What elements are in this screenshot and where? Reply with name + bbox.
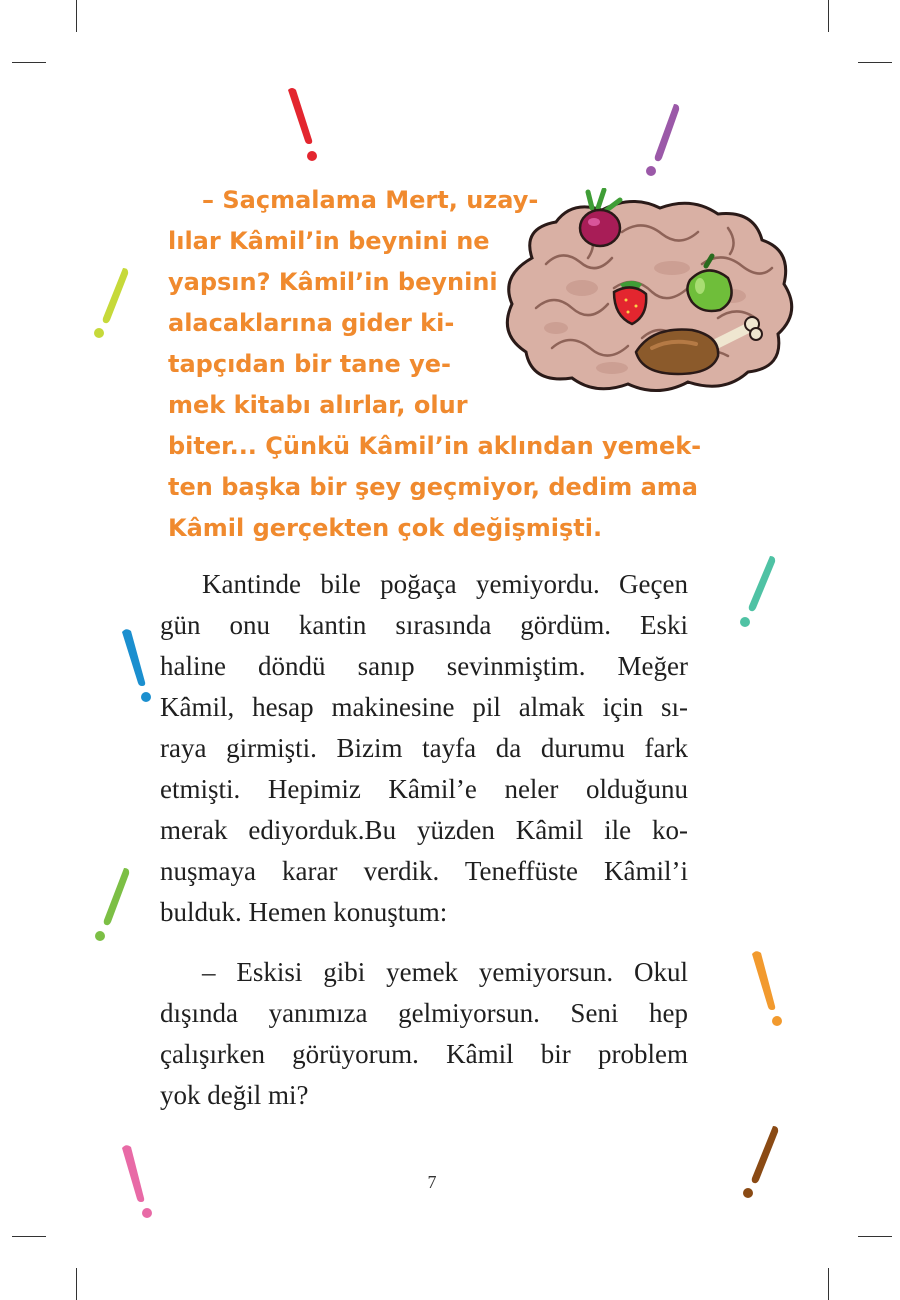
exclamation-red-icon xyxy=(278,82,328,164)
paragraph-line: yok değil mi? xyxy=(160,1080,309,1110)
dialogue-line: alacaklarına gider ki- xyxy=(168,309,455,337)
dialogue-text xyxy=(168,180,702,549)
paragraph xyxy=(160,564,688,933)
dialogue-line: mek kitabı alırlar, olur xyxy=(168,391,468,419)
crop-mark xyxy=(828,1268,829,1300)
crop-mark xyxy=(828,0,829,32)
paragraph-line: etmişti. Hepimiz Kâmil’e neler olduğunu xyxy=(160,774,688,804)
dialogue-line: – Saçmalama Mert, uzay- xyxy=(202,186,539,214)
dialogue-line: tapçıdan bir tane ye- xyxy=(168,350,451,378)
paragraph-line: bulduk. Hemen konuştum: xyxy=(160,897,448,927)
paragraph-line: Kantinde bile poğaça yemiyordu. Geçen xyxy=(202,569,688,599)
crop-mark xyxy=(858,62,892,63)
dialogue-line: biter... Çünkü Kâmil’in aklından yemek- xyxy=(168,432,702,460)
exclamation-purple-icon xyxy=(640,100,684,182)
exclamation-lime-icon xyxy=(90,264,134,344)
exclamation-green-icon xyxy=(90,864,136,946)
paragraph-line: nuşmaya karar verdik. Teneffüste Kâmil’i xyxy=(160,856,688,886)
paragraph-line: dışında yanımıza gelmiyorsun. Seni hep xyxy=(160,998,688,1028)
crop-mark xyxy=(12,1236,46,1237)
paragraph-line: raya girmişti. Bizim tayfa da durumu fark xyxy=(160,733,688,763)
paragraph-line: Kâmil, hesap makinesine pil almak için sı- xyxy=(160,692,688,722)
paragraph-line: – Eskisi gibi yemek yemiyorsun. Okul xyxy=(202,957,688,987)
dialogue-line: lılar Kâmil’in beynini ne xyxy=(168,227,490,255)
crop-mark xyxy=(12,62,46,63)
crop-mark xyxy=(858,1236,892,1237)
exclamation-orange-icon xyxy=(744,946,790,1030)
dialogue-line: Kâmil gerçekten çok değişmişti. xyxy=(168,514,603,542)
paragraph-line: çalışırken görüyorum. Kâmil bir problem xyxy=(160,1039,688,1069)
paragraph xyxy=(160,952,688,1116)
paragraph-line: haline döndü sanıp sevinmiştim. Meğer xyxy=(160,651,688,681)
paragraph-line: merak ediyorduk.Bu yüzden Kâmil ile ko- xyxy=(160,815,688,845)
paragraph-line: gün onu kantin sırasında gördüm. Eski xyxy=(160,610,688,640)
exclamation-teal-icon xyxy=(734,552,782,632)
exclamation-blue-icon xyxy=(114,624,160,706)
dialogue-line: ten başka bir şey geçmiyor, dedim ama xyxy=(168,473,698,501)
crop-mark xyxy=(76,1268,77,1300)
crop-mark xyxy=(76,0,77,32)
page-number: 7 xyxy=(427,1172,437,1192)
dialogue-line: yapsın? Kâmil’in beynini xyxy=(168,268,498,296)
